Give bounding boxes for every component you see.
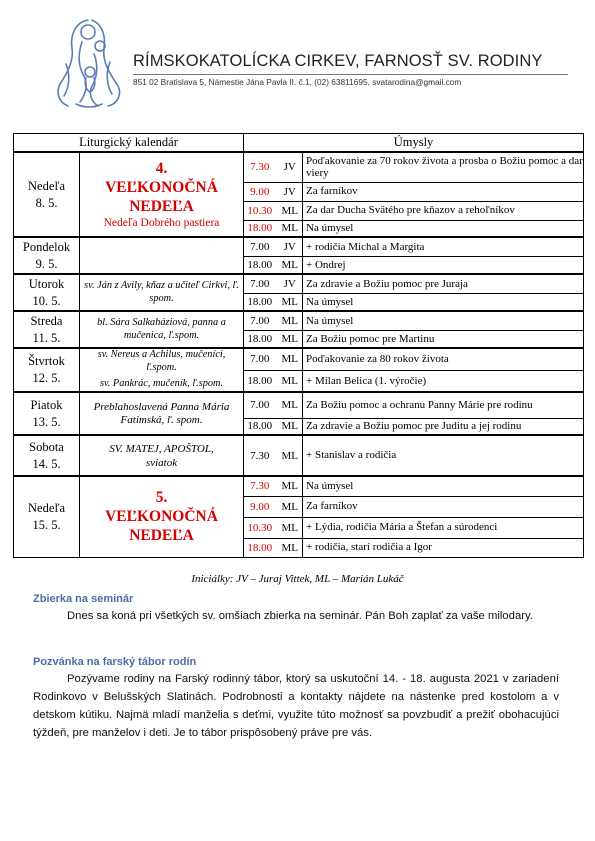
feast-cell: sv. Ján z Avily, kňaz a učiteľ Cirkvi, ľ. spom. bbox=[80, 274, 244, 311]
day-date: 9. 5. bbox=[35, 256, 58, 271]
feast-cell bbox=[80, 476, 244, 557]
day-date: 12. 5. bbox=[32, 371, 61, 385]
day-name: Piatok bbox=[30, 397, 63, 412]
celebrant: ML bbox=[276, 293, 303, 311]
feast-title: 4. VEĽKONOČNÁ NEDEĽA bbox=[105, 159, 218, 215]
intention: Za zdravie a Božiu pomoc pre Juditu a jej rodinu bbox=[303, 418, 584, 435]
header-divider bbox=[133, 74, 568, 75]
table-row bbox=[14, 152, 584, 182]
letterhead bbox=[48, 10, 568, 110]
mass-time: 7.00 bbox=[244, 311, 276, 330]
day-cell bbox=[14, 476, 80, 557]
section-title-seminar-collection: Zbierka na seminár bbox=[33, 593, 134, 605]
header-liturgical-calendar: Liturgický kalendár bbox=[14, 134, 244, 153]
day-name: Utorok bbox=[28, 276, 65, 291]
day-name: Nedeľa bbox=[28, 500, 65, 515]
table-row bbox=[14, 476, 584, 496]
feast-cell: Preblahoslavená Panna Mária Fatimská, ľ. spom. bbox=[80, 392, 244, 435]
section-text-seminar-collection bbox=[33, 607, 559, 625]
intention: + Lýdia, rodičia Mária a Štefan a súrodenci bbox=[303, 517, 584, 538]
feast-subtitle: Nedeľa Dobrého pastiera bbox=[103, 216, 220, 229]
day-date: 11. 5. bbox=[32, 330, 61, 345]
feast-title: 5. VEĽKONOČNÁ NEDEĽA bbox=[105, 489, 218, 545]
table-row bbox=[14, 311, 584, 330]
day-cell bbox=[14, 237, 80, 274]
mass-time: 7.00 bbox=[244, 237, 276, 256]
mass-time: 9.00 bbox=[244, 496, 276, 517]
intention: + Milan Belica (1. výročie) bbox=[303, 370, 584, 392]
table-row bbox=[14, 237, 584, 256]
feast-cell bbox=[80, 152, 244, 237]
celebrant: ML bbox=[276, 370, 303, 392]
liturgical-calendar-table bbox=[13, 133, 584, 558]
parish-name: RÍMSKOKATOLÍCKA CIRKEV, FARNOSŤ SV. RODINY bbox=[133, 52, 543, 70]
table-row bbox=[14, 274, 584, 293]
section-text-family-camp bbox=[33, 670, 559, 742]
intention: Poďakovanie za 80 rokov života bbox=[303, 348, 584, 370]
celebrant: ML bbox=[276, 256, 303, 274]
feast-line: sv. Nereus a Achilus, mučeníci, ľ.spom. bbox=[97, 349, 226, 373]
intention: Za farníkov bbox=[303, 496, 584, 517]
day-cell bbox=[14, 435, 80, 476]
feast-line: sv. Pankrác, mučeník, ľ.spom. bbox=[99, 378, 224, 390]
intention: + rodičia Michal a Margita bbox=[303, 237, 584, 256]
mass-time: 7.30 bbox=[244, 476, 276, 496]
intention: Za Božiu pomoc a ochranu Panny Márie pre rodinu bbox=[303, 392, 584, 418]
mass-time: 18.00 bbox=[244, 293, 276, 311]
intention: Za zdravie a Božiu pomoc pre Juraja bbox=[303, 274, 584, 293]
day-name: Nedeľa bbox=[28, 178, 65, 193]
table-row bbox=[14, 435, 584, 476]
mass-time: 18.00 bbox=[244, 418, 276, 435]
feast-cell: SV. MATEJ, APOŠTOL, sviatok bbox=[80, 435, 244, 476]
celebrant: ML bbox=[276, 392, 303, 418]
intention: + Stanislav a rodičia bbox=[303, 435, 584, 476]
celebrant: ML bbox=[276, 330, 303, 348]
mass-time: 18.00 bbox=[244, 538, 276, 557]
feast-cell bbox=[80, 237, 244, 274]
celebrant: ML bbox=[276, 476, 303, 496]
day-cell bbox=[14, 311, 80, 348]
mass-time: 18.00 bbox=[244, 370, 276, 392]
initials-legend: Iniciálky: JV – Juraj Vittek, ML – Marián Lukáč bbox=[191, 573, 404, 585]
celebrant: JV bbox=[276, 274, 303, 293]
intention: Za Božiu pomoc pre Martinu bbox=[303, 330, 584, 348]
intention: Na úmysel bbox=[303, 220, 584, 237]
intention: Za dar Ducha Svätého pre kňazov a rehoľníkov bbox=[303, 201, 584, 220]
holy-family-logo-icon bbox=[48, 14, 128, 110]
day-name: Pondelok bbox=[22, 239, 71, 254]
day-date: 10. 5. bbox=[32, 293, 61, 308]
celebrant: ML bbox=[276, 348, 303, 370]
celebrant: ML bbox=[276, 220, 303, 237]
mass-time: 7.00 bbox=[244, 274, 276, 293]
table-row bbox=[14, 392, 584, 418]
parish-address: 851 02 Bratislava 5, Námestie Jána Pavla II. č.1, (02) 63811695, svatarodina@gmail.com bbox=[133, 77, 462, 87]
table-row bbox=[14, 348, 584, 370]
paragraph-text: Dnes sa koná pri všetkých sv. omšiach zbierka na seminár. Pán Boh zaplať za vaše milodary. bbox=[67, 610, 533, 622]
intention: Na úmysel bbox=[303, 293, 584, 311]
paragraph-text: Pozývame rodiny na Farský rodinný tábor, ktorý sa uskutoční 14. - 18. augusta 2021 v zariadení Rodinkovo v Belušských Slatinách. Podrobnosti a kontakty nájdete na nástenke pred kostolom a v detskom kútiku. Najmä mladí manželia s deťmi, využite túto možnosť sa povzbudiť a prežiť obohacujúci týždeň, pre manželov i deti. Je to tábor prispôsobený práve pre vás. bbox=[33, 673, 559, 739]
celebrant: ML bbox=[276, 311, 303, 330]
section-title-family-camp: Pozvánka na farský tábor rodín bbox=[33, 656, 197, 668]
intention: Na úmysel bbox=[303, 476, 584, 496]
day-cell bbox=[14, 274, 80, 311]
mass-time: 7.00 bbox=[244, 392, 276, 418]
mass-time: 18.00 bbox=[244, 330, 276, 348]
mass-time: 7.30 bbox=[244, 435, 276, 476]
intention: Za farníkov bbox=[303, 182, 584, 201]
celebrant: ML bbox=[276, 496, 303, 517]
day-cell bbox=[14, 152, 80, 237]
day-date: 8. 5. bbox=[35, 195, 58, 210]
celebrant: JV bbox=[276, 237, 303, 256]
celebrant: ML bbox=[276, 201, 303, 220]
mass-time: 10.30 bbox=[244, 201, 276, 220]
feast-cell bbox=[80, 348, 244, 392]
intention: + Ondrej bbox=[303, 256, 584, 274]
day-date: 14. 5. bbox=[32, 456, 61, 471]
intention: + rodičia, starí rodičia a Igor bbox=[303, 538, 584, 557]
celebrant: ML bbox=[276, 418, 303, 435]
day-name: Streda bbox=[30, 313, 63, 328]
celebrant: ML bbox=[276, 435, 303, 476]
mass-time: 18.00 bbox=[244, 220, 276, 237]
intention: Poďakovanie za 70 rokov života a prosba o Božiu pomoc a dar viery bbox=[303, 152, 584, 182]
mass-time: 9.00 bbox=[244, 182, 276, 201]
day-name: Sobota bbox=[29, 439, 64, 454]
day-date: 13. 5. bbox=[32, 414, 61, 429]
intention: Na úmysel bbox=[303, 311, 584, 330]
day-name: Štvrtok bbox=[28, 354, 65, 368]
day-cell bbox=[14, 392, 80, 435]
mass-time: 10.30 bbox=[244, 517, 276, 538]
mass-time: 7.00 bbox=[244, 348, 276, 370]
header-intentions: Úmysly bbox=[244, 134, 584, 153]
table-header-row bbox=[14, 134, 584, 153]
day-cell bbox=[14, 348, 80, 392]
celebrant: JV bbox=[276, 182, 303, 201]
celebrant: ML bbox=[276, 517, 303, 538]
day-date: 15. 5. bbox=[32, 517, 61, 532]
feast-cell: bl. Sára Salkaháziová, panna a mučenica, ľ.spom. bbox=[80, 311, 244, 348]
celebrant: JV bbox=[276, 152, 303, 182]
mass-time: 7.30 bbox=[244, 152, 276, 182]
celebrant: ML bbox=[276, 538, 303, 557]
mass-time: 18.00 bbox=[244, 256, 276, 274]
